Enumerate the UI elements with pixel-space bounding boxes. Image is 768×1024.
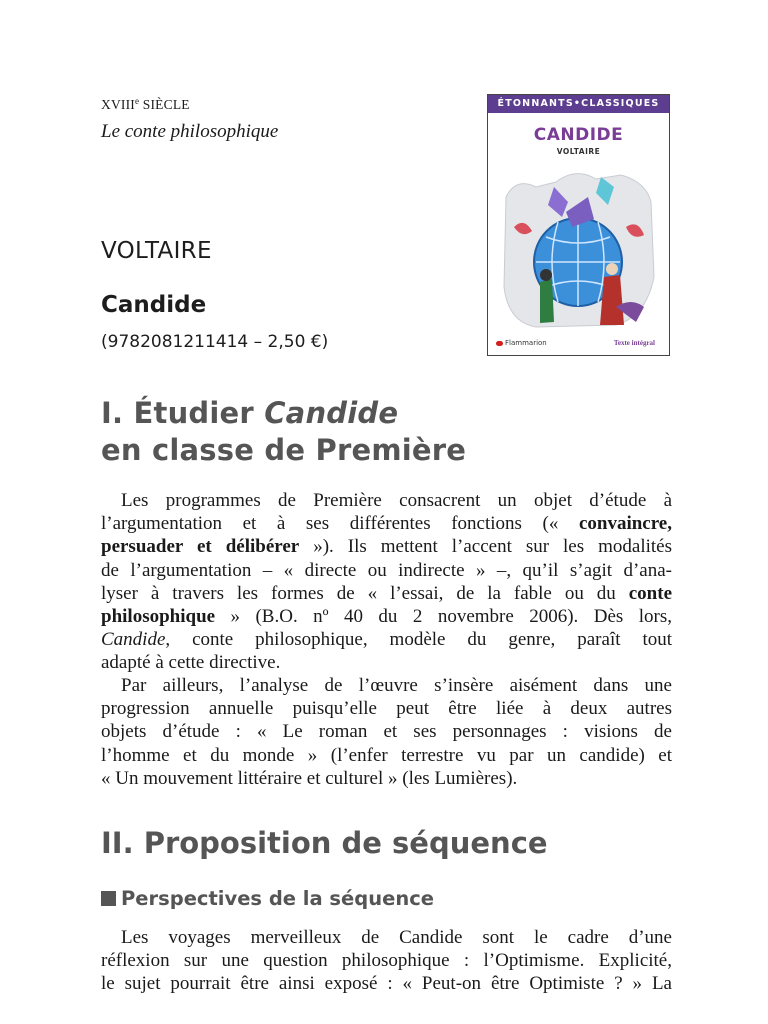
book-isbn-price: (9782081211414 – 2,50 €) (101, 332, 329, 352)
section2-subheading (101, 887, 434, 910)
book-title: Candide (101, 292, 207, 318)
book-author: VOLTAIRE (101, 238, 212, 264)
publisher-logo-icon (496, 341, 503, 346)
section1-heading (101, 396, 398, 430)
paragraph-line: Les voyages merveilleux de Candide sont le cadre d’une (121, 927, 672, 948)
text-run: adapté à cette directive. (101, 652, 281, 674)
text-run: » (B.O. nº 40 du 2 novembre 2006). Dès lors, (230, 606, 672, 628)
section1-heading-line2: en classe de Première (101, 433, 467, 467)
section2-heading: II. Proposition de séquence (101, 826, 548, 860)
paragraph-line: progression annuelle puisqu’elle peut être liée à deux autres (101, 698, 672, 720)
bold-term: conte (628, 582, 673, 604)
book-cover (487, 94, 670, 356)
paragraph-line (101, 559, 672, 582)
genre-label: Le conte philosophique (101, 121, 279, 142)
section1-paragraph1 (101, 489, 672, 675)
paragraph-line (101, 582, 672, 605)
paragraph-line: l’homme et du monde » (l’enfer terrestre vu par un candide) et (101, 744, 672, 766)
text-run: »). Ils mettent l’accent sur les modalités (313, 536, 672, 558)
text-run: l’argumentation et à ses différentes fonctions (« (101, 513, 559, 535)
square-bullet-icon (101, 891, 116, 906)
section2-paragraph (101, 926, 672, 996)
century-sup: e (135, 96, 140, 106)
cover-author: VOLTAIRE (556, 147, 601, 156)
section1-heading-prefix: I. Étudier (101, 396, 265, 430)
bold-term: philosophique (101, 606, 216, 628)
bold-term: convaincre, (578, 513, 672, 535)
text-run: Les programmes de Première consacrent un objet d’étude à (121, 490, 672, 511)
century-label (101, 96, 190, 113)
paragraph-line: le sujet pourrait être ainsi exposé : « Peut-on être Optimiste ? » La (101, 973, 672, 995)
cover-title: CANDIDE (533, 125, 624, 145)
italic-term: Candide (101, 629, 166, 651)
century-word: SIÈCLE (142, 97, 190, 112)
text-run: de l’argumentation – « directe ou indirecte » –, qu’il s’agit d’ana- (101, 559, 672, 581)
cover-edition: Texte intégral (613, 339, 655, 347)
paragraph-line (101, 535, 672, 558)
text-run: , conte philosophique, modèle du genre, paraît tout (165, 629, 672, 651)
cover-illustration (496, 157, 661, 332)
paragraph-line: « Un mouvement littéraire et culturel » (les Lumières). (101, 767, 518, 789)
text-run: lyser à travers les formes de « l’essai, de la fable ou du (101, 582, 616, 604)
bold-term: persuader et délibérer (101, 536, 300, 558)
paragraph-line: Par ailleurs, l’analyse de l’œuvre s’insère aisément dans une (121, 675, 672, 696)
cover-collection: ÉTONNANTS•CLASSIQUES (488, 95, 669, 113)
cover-publisher-name: Flammarion (505, 339, 547, 347)
paragraph-line (101, 512, 672, 535)
section2-subheading-text: Perspectives de la séquence (121, 887, 434, 910)
paragraph-line (101, 605, 672, 628)
paragraph-line: réflexion sur une question philosophique : l’Optimisme. Explicité, (101, 950, 672, 972)
paragraph-line (101, 489, 672, 512)
section1-paragraph2 (101, 674, 672, 790)
paragraph-line (101, 628, 672, 651)
cover-publisher (496, 339, 547, 347)
paragraph-line (101, 651, 672, 674)
century-roman: XVIII (101, 97, 135, 112)
paragraph-line: objets d’étude : « Le roman et ses personnages : visions de (101, 721, 672, 743)
section1-heading-italic: Candide (264, 396, 399, 430)
